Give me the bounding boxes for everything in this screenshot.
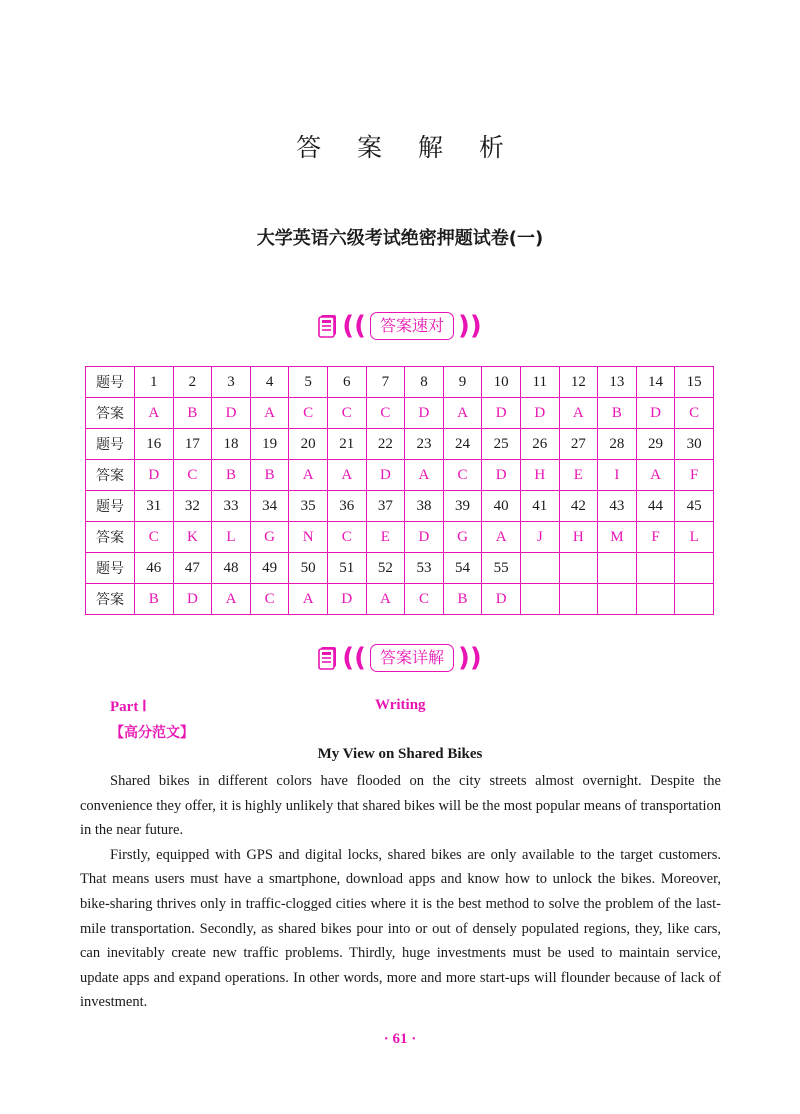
question-number-cell: 29 (636, 429, 675, 460)
question-number-cell: 3 (212, 367, 251, 398)
answer-cell (559, 584, 598, 615)
question-number-cell: 25 (482, 429, 521, 460)
question-number-cell: 31 (135, 491, 174, 522)
part-label: Part Ⅰ (110, 699, 147, 715)
answer-cell: D (636, 398, 675, 429)
question-number-cell: 5 (289, 367, 328, 398)
question-number-cell: 46 (135, 553, 174, 584)
exam-subtitle: 大学英语六级考试绝密押题试卷(一) (256, 228, 544, 249)
book-icon (318, 314, 340, 338)
question-number-cell: 45 (675, 491, 714, 522)
answer-cell: A (559, 398, 598, 429)
answer-cell: A (289, 584, 328, 615)
answer-cell: F (636, 522, 675, 553)
answer-cell (520, 584, 559, 615)
answer-cell: G (250, 522, 289, 553)
question-number-row (86, 429, 714, 460)
question-number-cell: 34 (250, 491, 289, 522)
question-number-cell: 16 (135, 429, 174, 460)
essay-title: My View on Shared Bikes (317, 746, 483, 762)
essay-paragraph: Firstly, equipped with GPS and digital locks, shared bikes are only available to the target customers. That means users must have a smartphone, download apps and know how to unlock the bikes. Moreover, bike-sharing thrives only in traffic-clogged cities where it is the best method to solve the problem of the last-mile transportation. Secondly, as shared bikes pour into or out of densely populated regions, they, like cars, can inevitably create new traffic problems. Thirdly, huge investments must be used to maintain service, update apps and expand operations. In other words, more and more start-ups will flounder because of lack of investment. (80, 846, 721, 1011)
question-number-cell: 14 (636, 367, 675, 398)
question-number-cell: 40 (482, 491, 521, 522)
answer-cell: D (482, 584, 521, 615)
question-number-cell: 53 (405, 553, 444, 584)
answer-cell: D (135, 460, 174, 491)
question-number-cell: 1 (135, 367, 174, 398)
right-bracket: )) (458, 311, 482, 341)
question-number-row (86, 491, 714, 522)
answer-cell: C (289, 398, 328, 429)
question-number-label: 题号 (86, 491, 135, 522)
answer-cell: B (250, 460, 289, 491)
question-number-cell: 33 (212, 491, 251, 522)
quick-answers-banner (0, 309, 800, 343)
answer-cell: A (212, 584, 251, 615)
answer-table (85, 366, 714, 615)
question-number-cell: 24 (443, 429, 482, 460)
question-number-cell: 9 (443, 367, 482, 398)
answer-cell: D (405, 522, 444, 553)
answer-cell: E (559, 460, 598, 491)
answer-cell: A (289, 460, 328, 491)
question-number-cell: 30 (675, 429, 714, 460)
question-number-cell: 21 (327, 429, 366, 460)
question-number-cell: 44 (636, 491, 675, 522)
question-number-cell: 28 (598, 429, 637, 460)
question-number-cell (636, 553, 675, 584)
answer-cell: D (366, 460, 405, 491)
answer-cell: B (135, 584, 174, 615)
answer-cell: C (675, 398, 714, 429)
answer-cell: D (482, 460, 521, 491)
question-number-cell: 41 (520, 491, 559, 522)
question-number-cell: 51 (327, 553, 366, 584)
question-number-cell: 38 (405, 491, 444, 522)
answer-cell: C (173, 460, 212, 491)
question-number-cell: 19 (250, 429, 289, 460)
answer-cell: J (520, 522, 559, 553)
answer-label: 答案 (86, 398, 135, 429)
answer-cell: A (250, 398, 289, 429)
answer-cell: C (135, 522, 174, 553)
question-number-label: 题号 (86, 367, 135, 398)
answer-label: 答案 (86, 460, 135, 491)
question-number-cell: 50 (289, 553, 328, 584)
question-number-cell: 39 (443, 491, 482, 522)
answer-cell: D (482, 398, 521, 429)
answer-cell: A (366, 584, 405, 615)
answer-cell: L (212, 522, 251, 553)
question-number-cell: 48 (212, 553, 251, 584)
question-number-cell: 26 (520, 429, 559, 460)
answer-cell: C (405, 584, 444, 615)
question-number-cell (520, 553, 559, 584)
question-number-cell: 13 (598, 367, 637, 398)
answer-cell: N (289, 522, 328, 553)
answer-row (86, 522, 714, 553)
essay-body (80, 769, 721, 1015)
question-number-cell: 35 (289, 491, 328, 522)
answer-cell: C (327, 398, 366, 429)
question-number-cell: 32 (173, 491, 212, 522)
page-number: · 61 · (383, 1031, 417, 1047)
detailed-answers-label: 答案详解 (370, 644, 454, 672)
question-number-cell: 18 (212, 429, 251, 460)
answer-label: 答案 (86, 522, 135, 553)
quick-answers-label: 答案速对 (370, 312, 454, 340)
question-number-cell: 22 (366, 429, 405, 460)
answer-label: 答案 (86, 584, 135, 615)
answer-cell: B (173, 398, 212, 429)
sample-essay-label: 【高分范文】 (110, 725, 194, 741)
answer-cell: B (212, 460, 251, 491)
question-number-label: 题号 (86, 429, 135, 460)
answer-cell: C (443, 460, 482, 491)
essay-paragraph: Shared bikes in different colors have flooded on the city streets almost overnight. Despite the convenience they offer, it is highly unlikely that shared bikes will be the most popular means of transportation in the near future. (80, 773, 721, 839)
answer-cell: G (443, 522, 482, 553)
question-number-label: 题号 (86, 553, 135, 584)
question-number-cell: 10 (482, 367, 521, 398)
part-heading (110, 697, 710, 717)
question-number-cell: 15 (675, 367, 714, 398)
answer-cell: B (443, 584, 482, 615)
page-title: 答 案 解 析 (296, 133, 518, 162)
answer-cell (636, 584, 675, 615)
question-number-cell: 11 (520, 367, 559, 398)
book-icon (318, 646, 340, 670)
right-bracket: )) (458, 643, 482, 673)
answer-cell: C (366, 398, 405, 429)
answer-cell: A (636, 460, 675, 491)
detailed-answers-banner (0, 641, 800, 675)
question-number-cell: 47 (173, 553, 212, 584)
question-number-cell: 8 (405, 367, 444, 398)
answer-row (86, 460, 714, 491)
question-number-cell (559, 553, 598, 584)
answer-cell: I (598, 460, 637, 491)
question-number-cell: 37 (366, 491, 405, 522)
question-number-cell: 2 (173, 367, 212, 398)
question-number-cell (598, 553, 637, 584)
answer-cell: H (520, 460, 559, 491)
answer-cell: A (405, 460, 444, 491)
question-number-cell: 52 (366, 553, 405, 584)
answer-cell: A (135, 398, 174, 429)
answer-cell (598, 584, 637, 615)
answer-cell: D (173, 584, 212, 615)
question-number-cell: 27 (559, 429, 598, 460)
answer-cell: A (443, 398, 482, 429)
question-number-cell: 6 (327, 367, 366, 398)
answer-cell: B (598, 398, 637, 429)
answer-cell: L (675, 522, 714, 553)
answer-cell: A (482, 522, 521, 553)
question-number-cell: 54 (443, 553, 482, 584)
answer-row (86, 584, 714, 615)
question-number-cell: 4 (250, 367, 289, 398)
answer-cell: H (559, 522, 598, 553)
answer-row (86, 398, 714, 429)
answer-cell: F (675, 460, 714, 491)
answer-cell: M (598, 522, 637, 553)
question-number-cell: 49 (250, 553, 289, 584)
answer-cell: C (327, 522, 366, 553)
question-number-cell: 36 (327, 491, 366, 522)
question-number-cell: 42 (559, 491, 598, 522)
question-number-cell: 23 (405, 429, 444, 460)
answer-cell: D (405, 398, 444, 429)
answer-cell: D (212, 398, 251, 429)
part-name: Writing (375, 697, 426, 713)
question-number-cell: 43 (598, 491, 637, 522)
answer-cell (675, 584, 714, 615)
left-bracket: (( (342, 643, 366, 673)
question-number-cell (675, 553, 714, 584)
question-number-row (86, 367, 714, 398)
question-number-cell: 55 (482, 553, 521, 584)
question-number-cell: 12 (559, 367, 598, 398)
answer-cell: D (327, 584, 366, 615)
question-number-row (86, 553, 714, 584)
answer-cell: C (250, 584, 289, 615)
answer-cell: D (520, 398, 559, 429)
question-number-cell: 7 (366, 367, 405, 398)
answer-cell: K (173, 522, 212, 553)
question-number-cell: 20 (289, 429, 328, 460)
left-bracket: (( (342, 311, 366, 341)
question-number-cell: 17 (173, 429, 212, 460)
answer-cell: A (327, 460, 366, 491)
answer-cell: E (366, 522, 405, 553)
